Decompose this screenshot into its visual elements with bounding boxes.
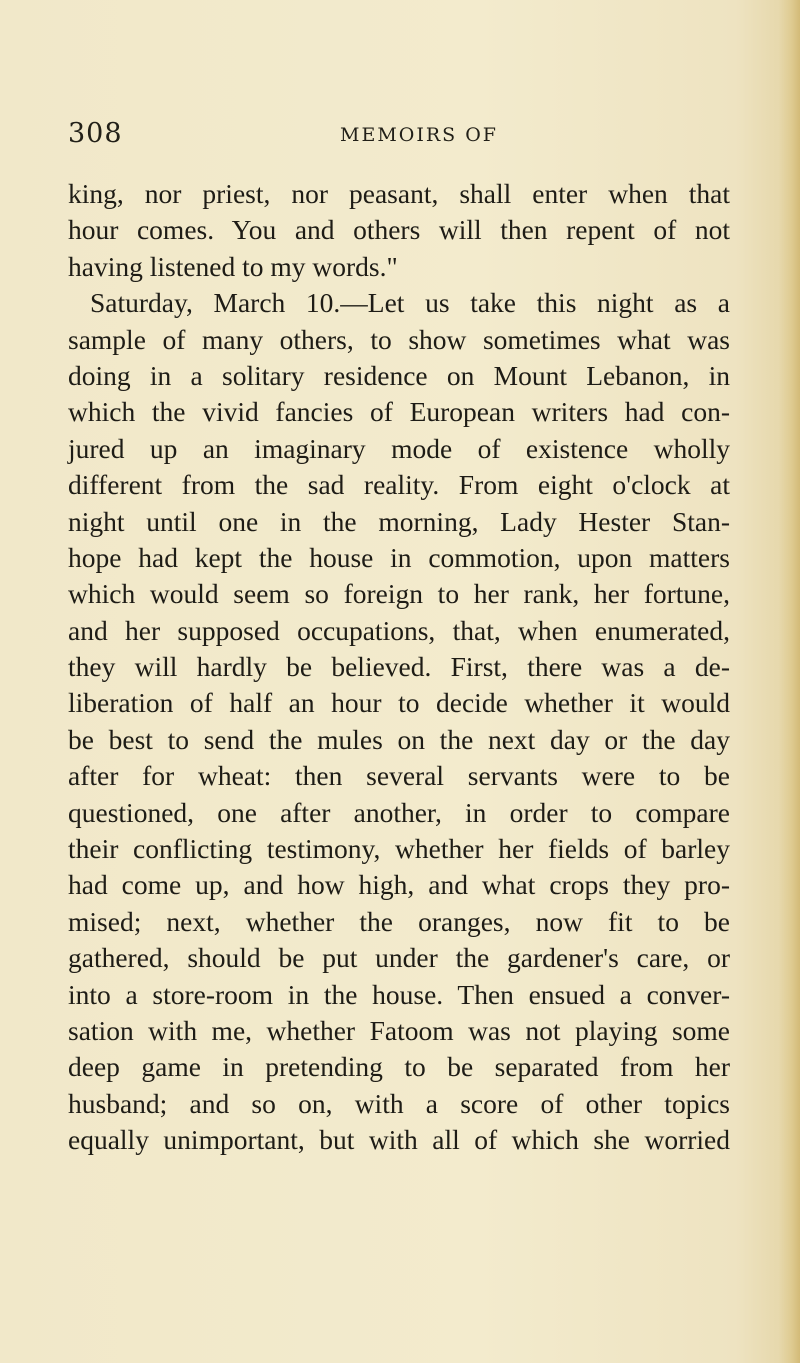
text-line: and her supposed occupations, that, when enumerated, xyxy=(68,614,730,646)
text-line: different from the sad reality. From eight o'clock at xyxy=(68,469,730,501)
text-line: husband; and so on, with a score of other topics xyxy=(68,1087,730,1119)
running-head: MEMOIRS OF xyxy=(340,124,498,146)
text-line: Saturday, March 10.—Let us take this night as a xyxy=(90,287,730,319)
text-line: night until one in the morning, Lady Hester Stan- xyxy=(68,505,730,537)
page-header xyxy=(68,118,728,158)
text-line: gathered, should be put under the gardener's care, or xyxy=(68,942,730,974)
text-line: into a store-room in the house. Then ensued a conver- xyxy=(68,978,730,1010)
text-line: which the vivid fancies of European writers had con- xyxy=(68,396,730,428)
text-line: sation with me, whether Fatoom was not playing some xyxy=(68,1014,730,1046)
text-line: king, nor priest, nor peasant, shall enter when that xyxy=(68,178,730,209)
text-line: equally unimportant, but with all of which she worried xyxy=(68,1124,730,1156)
text-line: be best to send the mules on the next day or the day xyxy=(68,723,730,755)
text-line: having listened to my words." xyxy=(68,250,398,282)
text-line: which would seem so foreign to her rank, her fortune, xyxy=(68,578,730,610)
text-line: jured up an imaginary mode of existence wholly xyxy=(68,432,730,464)
text-line: their conflicting testimony, whether her fields of barley xyxy=(68,833,730,865)
text-line: hour comes. You and others will then repent of not xyxy=(68,214,730,246)
text-line: questioned, one after another, in order to compare xyxy=(68,796,730,828)
text-line: mised; next, whether the oranges, now fit to be xyxy=(68,905,730,937)
text-line: liberation of half an hour to decide whether it would xyxy=(68,687,730,719)
text-line: deep game in pretending to be separated from her xyxy=(68,1051,730,1083)
text-line: they will hardly be believed. First, there was a de- xyxy=(68,651,730,683)
text-line: after for wheat: then several servants were to be xyxy=(68,760,730,792)
page-number: 308 xyxy=(68,118,123,149)
text-line: doing in a solitary residence on Mount Lebanon, in xyxy=(68,359,730,391)
page-edge-shading xyxy=(778,0,800,1363)
text-line: sample of many others, to show sometimes what was xyxy=(68,323,730,355)
text-line: hope had kept the house in commotion, upon matters xyxy=(68,541,730,573)
text-line: had come up, and how high, and what crops they pro- xyxy=(68,869,730,901)
body-text xyxy=(68,176,730,1159)
